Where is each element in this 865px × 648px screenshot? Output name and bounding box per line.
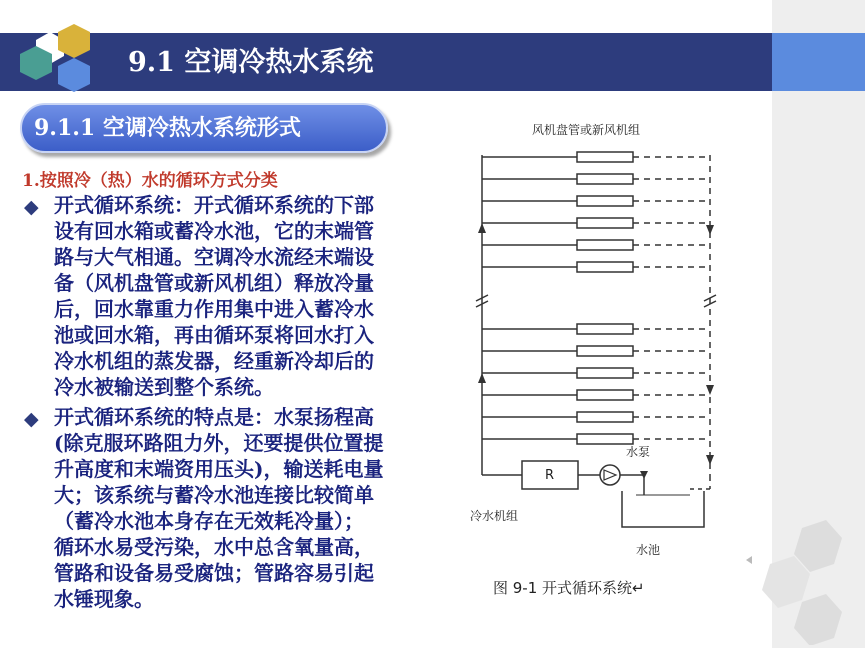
- hexagon-decoration: [740, 520, 860, 645]
- paragraph-line: 升高度和末端资用压头)，输送耗电量: [54, 457, 384, 481]
- chiller-symbol-label: R: [545, 468, 555, 483]
- paragraph-line: 池或回水箱，再由循环泵将回水打入: [54, 323, 374, 347]
- paragraph-line: 设有回水箱或蓄冷水池，它的末端管: [54, 219, 374, 243]
- pump-label: 水泵: [626, 445, 651, 459]
- subtitle-text: 9.1.1 空调冷热水系统形式: [34, 115, 301, 141]
- paragraph-open-system: [54, 192, 456, 400]
- paragraph-line: （蓄冷水池本身存在无效耗冷量）；: [54, 509, 364, 533]
- figure-caption: 图 9-1 开式循环系统↵: [493, 579, 645, 597]
- paragraph-line: 开式循环系统：开式循环系统的下部: [54, 193, 374, 217]
- paragraph-line: 路与大气相通。空调冷水流经末端设: [54, 245, 374, 269]
- upper-terminal-group: [482, 152, 710, 272]
- page-title: 9.1 空调冷热水系统: [128, 47, 374, 78]
- terminal-unit-label: 风机盘管或新风机组: [532, 123, 641, 137]
- paragraph-line: (除克服环路阻力外，还要提供位置提: [54, 431, 384, 455]
- tank-label: 水池: [636, 543, 661, 557]
- paragraph-line: 冷水被输送到整个系统。: [54, 375, 274, 399]
- paragraph-line: 循环水易受污染，水中总含氧量高，: [54, 535, 374, 559]
- paragraph-line: 管路和设备易受腐蚀；管路容易引起: [54, 561, 374, 585]
- diamond-bullet-icon: ◆: [24, 408, 39, 430]
- title-bar-accent: [772, 33, 865, 91]
- water-tank: [622, 491, 704, 527]
- chiller-label: 冷水机组: [470, 509, 519, 523]
- section-heading: 1.按照冷（热）水的循环方式分类: [22, 171, 278, 191]
- hexagon-cluster-logo: [10, 20, 120, 106]
- paragraph-line: 开式循环系统的特点是：水泵扬程高: [54, 405, 374, 429]
- open-circulation-diagram: [462, 115, 732, 570]
- paragraph-line: 大；该系统与蓄冷水池连接比较简单: [54, 483, 374, 507]
- lower-terminal-group: [482, 324, 710, 444]
- paragraph-line: 水锤现象。: [54, 587, 154, 611]
- paragraph-characteristics: [54, 404, 456, 612]
- paragraph-line: 后，回水靠重力作用集中进入蓄冷水: [54, 297, 374, 321]
- paragraph-line: 备（风机盘管或新风机组）释放冷量: [54, 271, 374, 295]
- paragraph-line: 冷水机组的蒸发器，经重新冷却后的: [54, 349, 374, 373]
- diamond-bullet-icon: ◆: [24, 196, 39, 218]
